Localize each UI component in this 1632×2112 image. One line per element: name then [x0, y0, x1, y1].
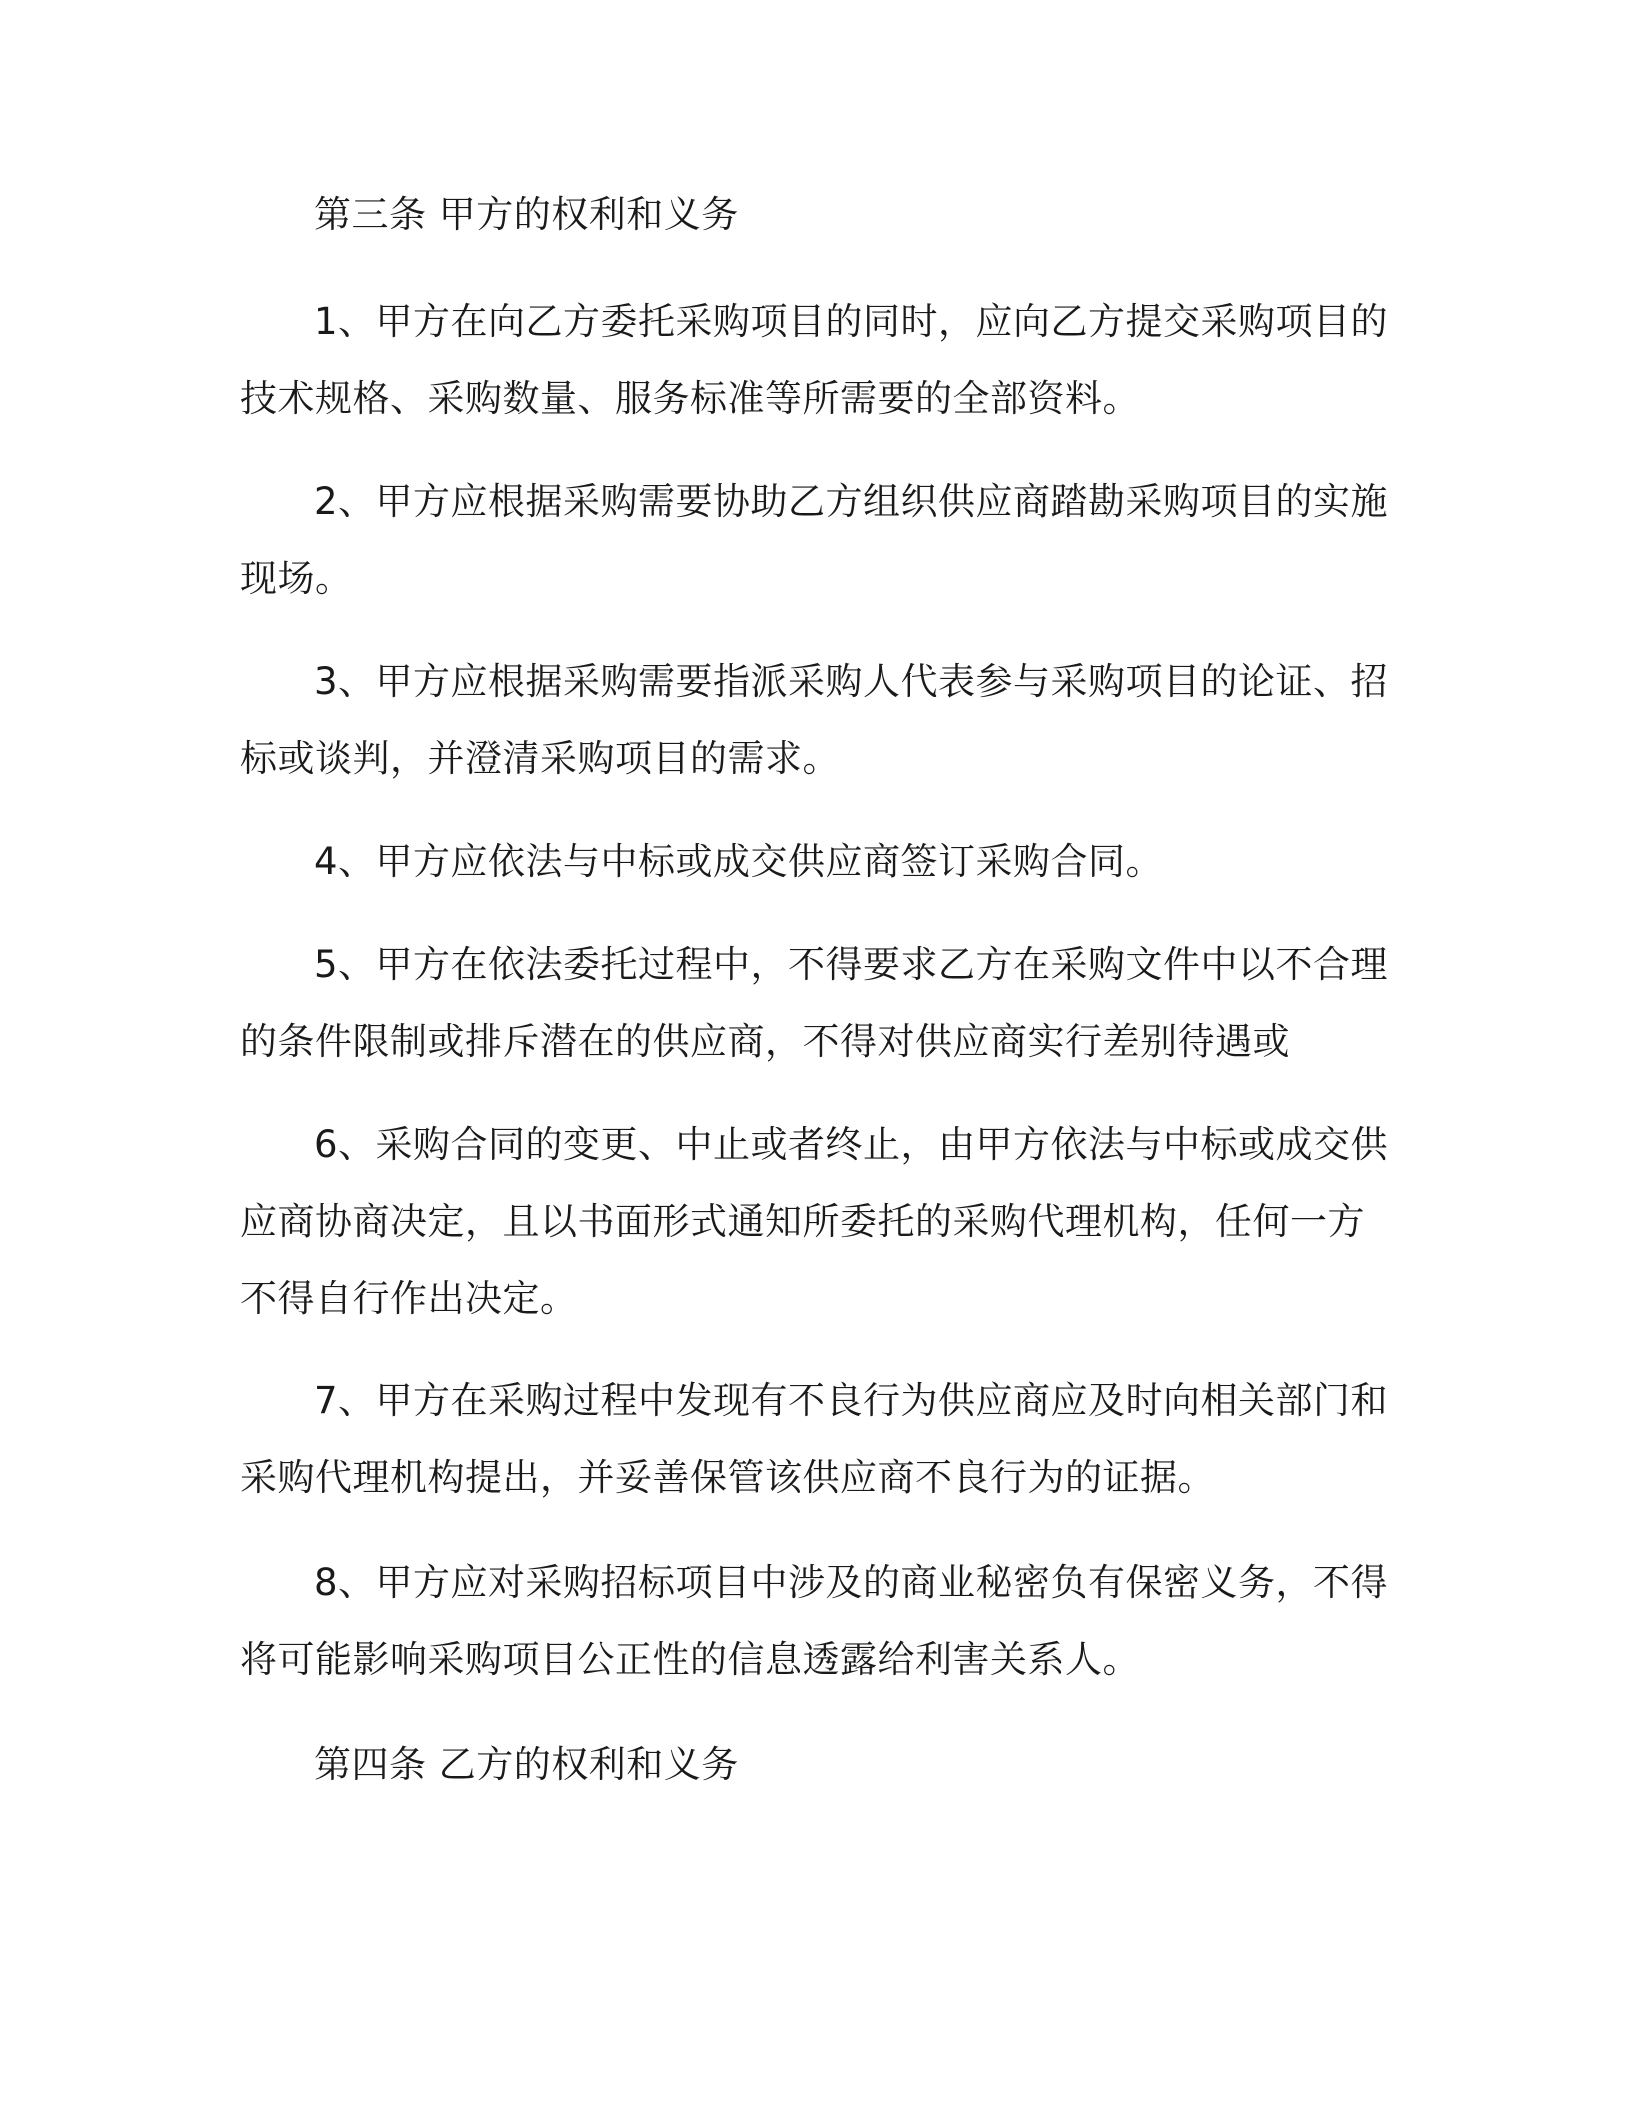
clause-5-line-1: 5、甲方在依法委托过程中，不得要求乙方在采购文件中以不合理: [314, 943, 1389, 986]
clause-3: [240, 643, 1389, 797]
clause-5: [240, 926, 1389, 1080]
clause-3-line-2: 标或谈判，并澄清采购项目的需求。: [240, 737, 840, 780]
clause-2-line-1: 2、甲方应根据采购需要协助乙方组织供应商踏勘采购项目的实施: [314, 480, 1389, 523]
clause-1-line-1: 1、甲方在向乙方委托采购项目的同时，应向乙方提交采购项目的: [314, 300, 1389, 343]
clause-8-line-1: 8、甲方应对采购招标项目中涉及的商业秘密负有保密义务，不得: [314, 1561, 1389, 1604]
clause-7-line-2: 采购代理机构提出，并妥善保管该供应商不良行为的证据。: [240, 1456, 1215, 1499]
clause-3-line-1: 3、甲方应根据采购需要指派采购人代表参与采购项目的论证、招: [314, 660, 1389, 703]
clause-6-line-2: 应商协商决定，且以书面形式通知所委托的采购代理机构，任何一方: [240, 1200, 1365, 1243]
clause-7: [240, 1362, 1389, 1516]
article-3-heading: 第三条 甲方的权利和义务: [314, 193, 739, 236]
article-4-heading: 第四条 乙方的权利和义务: [314, 1743, 739, 1786]
clause-1-line-2: 技术规格、采购数量、服务标准等所需要的全部资料。: [240, 377, 1140, 420]
clause-6: [240, 1106, 1389, 1337]
clause-2-line-2: 现场。: [240, 557, 353, 600]
clause-6-line-3: 不得自行作出决定。: [240, 1277, 578, 1320]
clause-6-line-1: 6、采购合同的变更、中止或者终止，由甲方依法与中标或成交供: [314, 1123, 1389, 1166]
clause-8-line-2: 将可能影响采购项目公正性的信息透露给利害关系人。: [240, 1638, 1140, 1681]
clause-4: [240, 823, 1380, 900]
clause-2: [240, 463, 1389, 617]
clause-8: [240, 1544, 1389, 1698]
clause-1: [240, 283, 1389, 437]
clause-7-line-1: 7、甲方在采购过程中发现有不良行为供应商应及时向相关部门和: [314, 1379, 1389, 1422]
clause-5-line-2: 的条件限制或排斥潜在的供应商，不得对供应商实行差别待遇或: [240, 1020, 1290, 1063]
clause-4-line-1: 4、甲方应依法与中标或成交供应商签订采购合同。: [314, 840, 1164, 883]
